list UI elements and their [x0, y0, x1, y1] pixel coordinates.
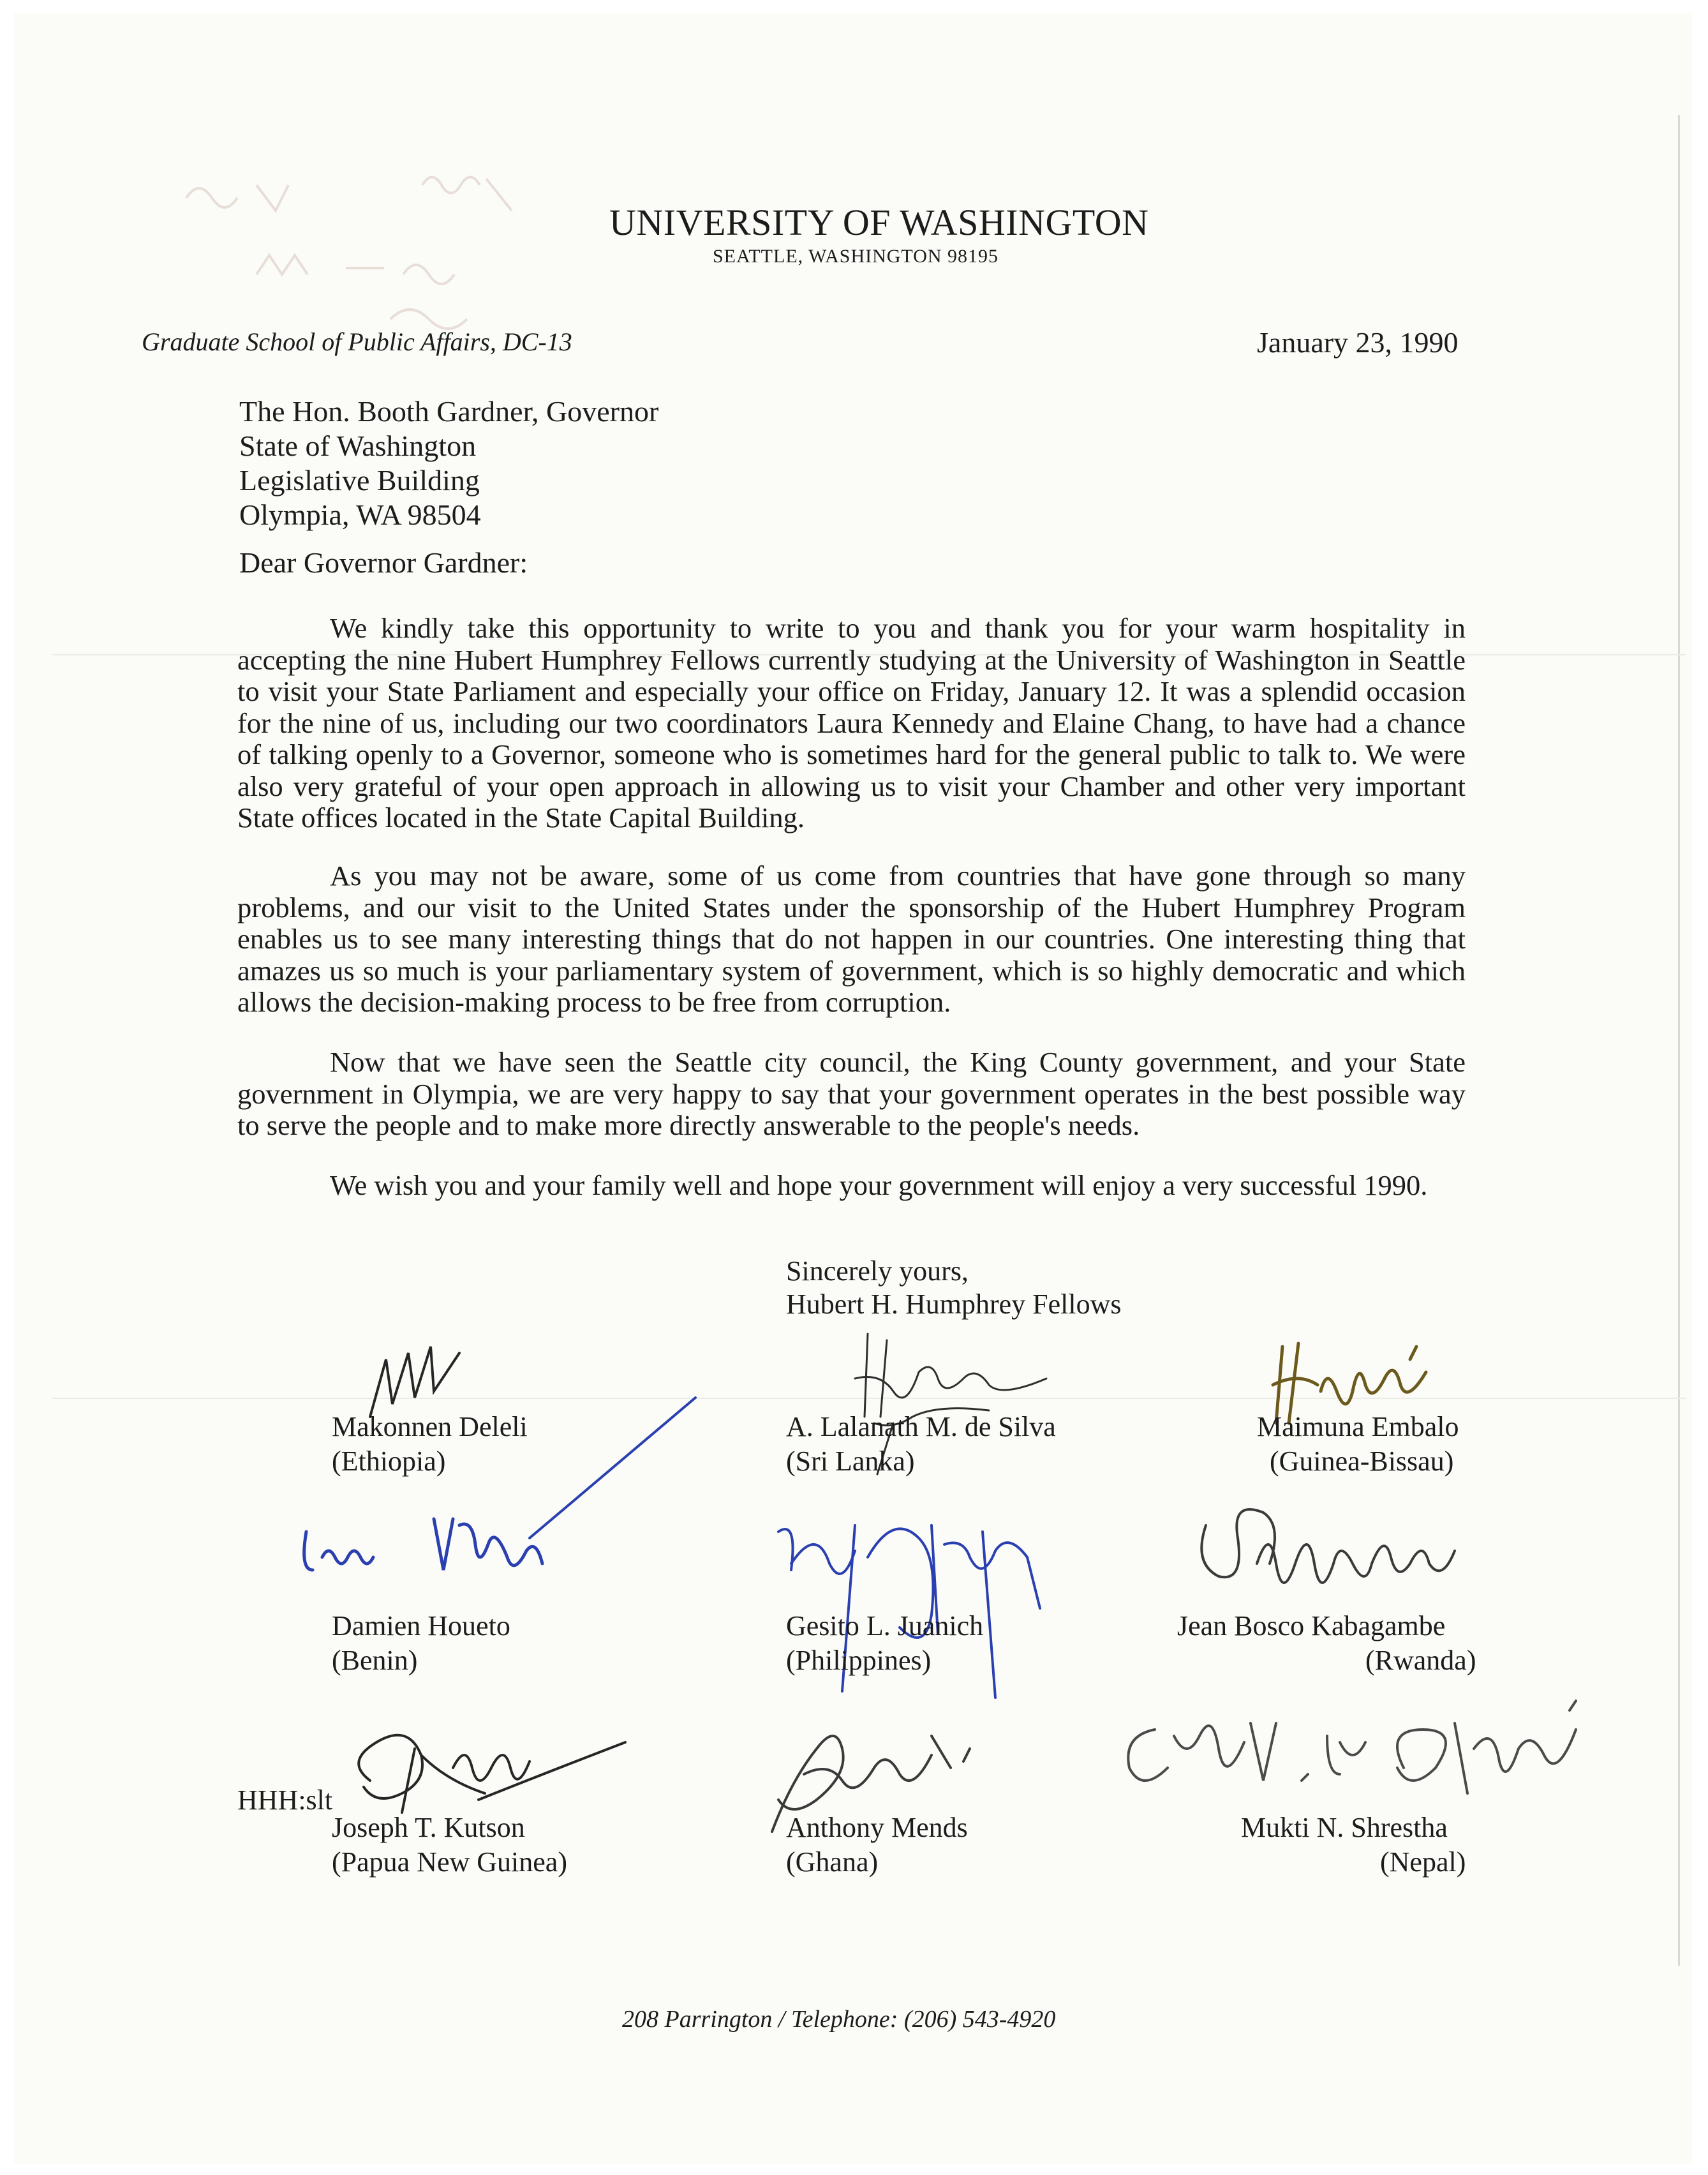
signatory-name: Joseph T. Kutson: [332, 1812, 525, 1843]
signatory-name: Makonnen Deleli: [332, 1411, 528, 1442]
signatory-name: Gesito L. Juanich: [786, 1610, 984, 1641]
letterhead-footer: 208 Parrington / Telephone: (206) 543-4920: [622, 2006, 1056, 2033]
recipient-line: State of Washington: [239, 430, 477, 462]
body-paragraph: We wish you and your family well and hope your government will enjoy a very successful 1990.: [330, 1169, 1428, 1201]
signature-kutson: [332, 1710, 638, 1825]
body-paragraph: We kindly take this opportunity to write to you and thank you for your warm hospitality in accepting the nine Hubert Humphrey Fellows currently studying at the University of Washington in Seattle to visit your State Parliament and especially your office on Friday, January 12. It was a splendid occasion for the nine of us, including our two coordinators Laura Kennedy and Elaine Chang, to have had a chance of talking openly to a Governor, someone who is sometimes hard for the general public to talk to. We were also very grateful of your open approach in allowing us to visit your Chamber and other very important State offices located in the State Capital Building.: [237, 612, 1466, 833]
signatory-country: (Guinea-Bissau): [1270, 1446, 1454, 1477]
body-paragraph: As you may not be aware, some of us come from countries that have gone through so many problems, and our visit to the United States under the sponsorship of the Hubert Humphrey Program enables us to see many interesting things that do not happen in our countries. One interesting thing that amazes us so much is your parliamentary system of government, which is so highly democratic and which allows the decision-making process to be free from corruption.: [237, 860, 1466, 1018]
recipient-line: Olympia, WA 98504: [239, 498, 481, 531]
letter-date: January 23, 1990: [1257, 326, 1459, 359]
recipient-line: The Hon. Booth Gardner, Governor: [239, 395, 659, 428]
signatory-country: (Nepal): [1380, 1846, 1466, 1878]
recipient-line: Legislative Building: [239, 464, 480, 497]
closing-line: Sincerely yours,: [786, 1255, 969, 1287]
signatory-country: (Papua New Guinea): [332, 1846, 567, 1878]
bleed-through-marks: [180, 160, 639, 338]
signatory-name: Jean Bosco Kabagambe: [1177, 1610, 1446, 1641]
institution-name: UNIVERSITY OF WASHINGTON: [609, 202, 1149, 243]
salutation: Dear Governor Gardner:: [239, 546, 528, 579]
signatory-name: Mukti N. Shrestha: [1241, 1812, 1448, 1843]
signatory-country: (Ethiopia): [332, 1446, 446, 1477]
reference-initials: HHH:slt: [237, 1784, 333, 1816]
signatory-name: Anthony Mends: [786, 1812, 968, 1843]
signatory-country: (Benin): [332, 1645, 418, 1676]
institution-address: SEATTLE, WASHINGTON 98195: [713, 246, 999, 267]
signatory-country: (Sri Lanka): [786, 1446, 915, 1477]
department-line: Graduate School of Public Affairs, DC-13: [142, 327, 572, 356]
signatory-country: (Rwanda): [1365, 1645, 1476, 1676]
page-edge-line: [1678, 115, 1680, 1966]
signatory-country: (Philippines): [786, 1645, 932, 1676]
signatory-name: A. Lalanath M. de Silva: [786, 1411, 1056, 1442]
signatory-name: Maimuna Embalo: [1257, 1411, 1459, 1442]
closing-signature-group: Hubert H. Humphrey Fellows: [786, 1289, 1122, 1320]
signatory-name: Damien Houeto: [332, 1610, 510, 1641]
signature-houeto: [293, 1506, 561, 1596]
body-paragraph: Now that we have seen the Seattle city council, the King County government, and your State government in Olympia, we are very happy to say that your government operates in the best possible way to serve the people and to make more directly answerable to the people's needs.: [237, 1046, 1466, 1141]
signatory-country: (Ghana): [786, 1846, 879, 1878]
signature-kabagambe: [1187, 1500, 1493, 1596]
